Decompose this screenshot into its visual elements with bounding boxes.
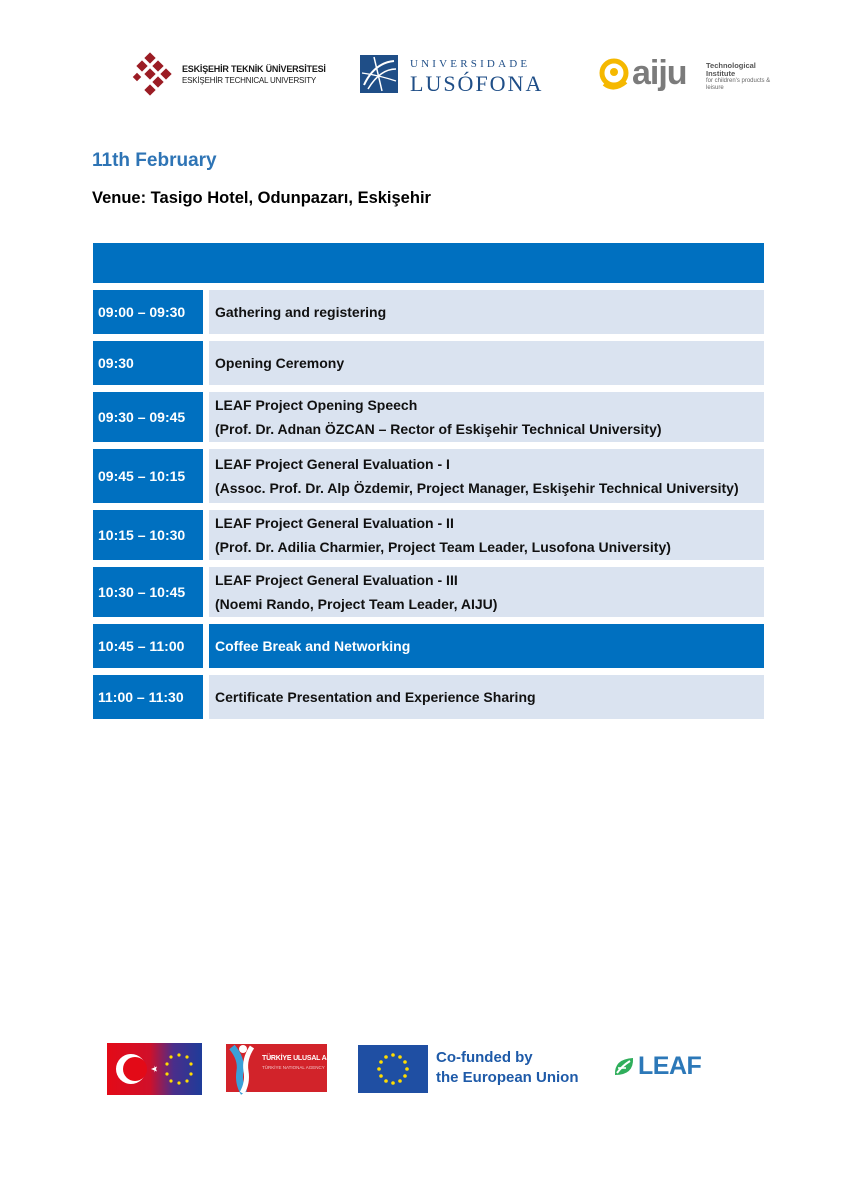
eu-cofunded-logo [358,1045,598,1095]
schedule-row [93,567,764,617]
row-time: 10:45 – 11:00 [93,624,203,668]
row-title: Coffee Break and Networking [215,638,411,654]
row-time: 10:30 – 10:45 [93,567,203,617]
aiju-wordmark: aiju [632,54,687,92]
row-title: LEAF Project General Evaluation - I [215,456,450,472]
ua-subtitle: TÜRKİYE NATIONAL AGENCY [262,1065,325,1070]
row-description [209,675,764,719]
schedule-row [93,290,764,334]
schedule-row [93,510,764,560]
row-time: 11:00 – 11:30 [93,675,203,719]
aiju-logo [598,54,771,98]
eu-cofunded-line2: the European Union [436,1069,579,1086]
lusofona-line1: UNIVERSIDADE [410,58,531,70]
row-title: Gathering and registering [215,304,387,320]
row-description [209,567,764,617]
eu-cofunded-line1: Co-funded by [436,1049,533,1066]
estu-name-tr: ESKİŞEHİR TEKNİK ÜNİVERSİTESİ [182,64,326,74]
row-description [209,392,764,442]
row-title: Opening Ceremony [215,355,345,371]
schedule-row [93,675,764,719]
row-time: 10:15 – 10:30 [93,510,203,560]
schedule-row [93,392,764,442]
schedule-row [93,341,764,385]
aiju-tagline-1: Technological Institute [706,61,756,78]
lusofona-line2: LUSÓFONA [410,71,544,96]
estu-emblem-icon [132,52,176,96]
ua-name: TÜRKİYE ULUSAL AJANSI [262,1055,347,1062]
leaf-project-logo [612,1053,712,1083]
row-title: LEAF Project General Evaluation - III [215,572,458,588]
estu-name-en: ESKİŞEHİR TECHNICAL UNIVERSITY [182,76,317,85]
aiju-tagline-2: for children's products & leisure [706,78,771,91]
row-title: Certificate Presentation and Experience Sharing [215,689,536,705]
table-header-bar [93,243,764,283]
row-time: 09:30 – 09:45 [93,392,203,442]
row-description [209,510,764,560]
schedule-row [93,449,764,503]
row-speaker: (Noemi Rando, Project Team Leader, AIJU) [215,596,498,612]
row-title: LEAF Project General Evaluation - II [215,515,454,531]
event-venue: Venue: Tasigo Hotel, Odunpazarı, Eskişehir [92,189,431,207]
row-description [209,290,764,334]
lusofona-globe-icon [360,55,398,93]
row-description [209,341,764,385]
turkiye-national-agency-logo [226,1041,347,1095]
row-time: 09:30 [93,341,203,385]
row-description [209,624,764,668]
leaf-icon [612,1055,636,1079]
turkey-eu-flag-logo [107,1043,202,1095]
row-time: 09:45 – 10:15 [93,449,203,503]
eu-flag-icon [358,1045,428,1093]
estu-logo [132,52,337,98]
row-description [209,449,764,503]
row-speaker: (Assoc. Prof. Dr. Alp Özdemir, Project Manager, Eskişehir Technical University) [215,480,739,496]
event-date: 11th February [92,150,217,171]
row-speaker: (Prof. Dr. Adilia Charmier, Project Team Leader, Lusofona University) [215,539,671,555]
lusofona-logo [360,55,560,97]
leaf-wordmark: LEAF [638,1052,702,1080]
row-speaker: (Prof. Dr. Adnan ÖZCAN – Rector of Eskişehir Technical University) [215,421,662,437]
schedule-table [93,243,764,719]
row-time: 09:00 – 09:30 [93,290,203,334]
row-title: LEAF Project Opening Speech [215,397,418,413]
aiju-smile-icon [598,58,632,92]
schedule-row-break [93,624,764,668]
